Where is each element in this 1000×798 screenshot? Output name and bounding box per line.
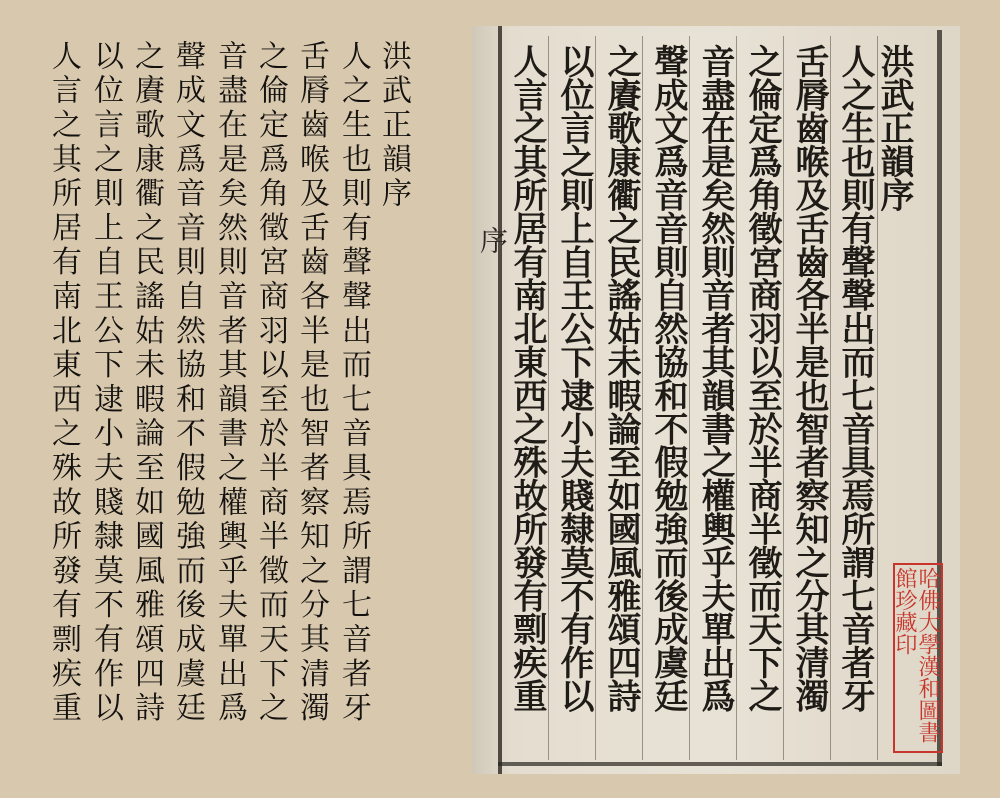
page-border [498,762,942,766]
text-column: 舌脣齒喉及舌齒各半是也智者察知之分其清濁 [294,40,329,726]
scan-column: 之賡歌康衢之民謠姑未暇論至如國風雅頌四詩 [601,44,641,713]
column-rule [783,36,784,760]
library-seal-stamp: 哈佛大學漢和圖書館珍藏印 [893,563,943,753]
scan-title: 洪武正韻序 [874,44,914,212]
text-column: 之倫定爲角徵宮商羽以至於半商半徵而天下之 [253,40,288,726]
text-column: 人之生也則有聲聲出而七音具焉所謂七音者牙 [336,40,371,726]
text-column: 聲成文爲音音則自然協和不假勉強而後成虞廷 [170,40,205,726]
page-border [498,26,502,774]
text-column: 音盡在是矣然則音者其韻書之權輿乎夫單出爲 [212,40,247,726]
scan-column: 人之生也則有聲聲出而七音具焉所謂七音者牙 [835,44,875,713]
scan-column: 之倫定爲角徵宮商羽以至於半商半徵而天下之 [742,44,782,713]
margin-label: 序 [476,226,509,254]
scan-column: 聲成文爲音音則自然協和不假勉強而後成虞廷 [648,44,688,713]
column-rule [642,36,643,760]
column-rule [595,36,596,760]
column-rule [736,36,737,760]
scanned-page [472,26,960,774]
column-rule [830,36,831,760]
text-column: 人言之其所居有南北東西之殊故所發有剽疾重 [46,40,81,726]
scan-column: 音盡在是矣然則音者其韻書之權輿乎夫單出爲 [695,44,735,713]
scan-column: 以位言之則上自王公下逮小夫賤隸莫不有作以 [554,44,594,713]
scan-column: 人言之其所居有南北東西之殊故所發有剽疾重 [507,44,547,713]
column-rule [548,36,549,760]
text-column: 之賡歌康衢之民謠姑未暇論至如國風雅頌四詩 [129,40,164,726]
scan-column: 舌脣齒喉及舌齒各半是也智者察知之分其清濁 [789,44,829,713]
text-column: 以位言之則上自王公下逮小夫賤隸莫不有作以 [88,40,123,726]
preface-title: 洪武正韻序 [376,40,411,212]
column-rule [689,36,690,760]
